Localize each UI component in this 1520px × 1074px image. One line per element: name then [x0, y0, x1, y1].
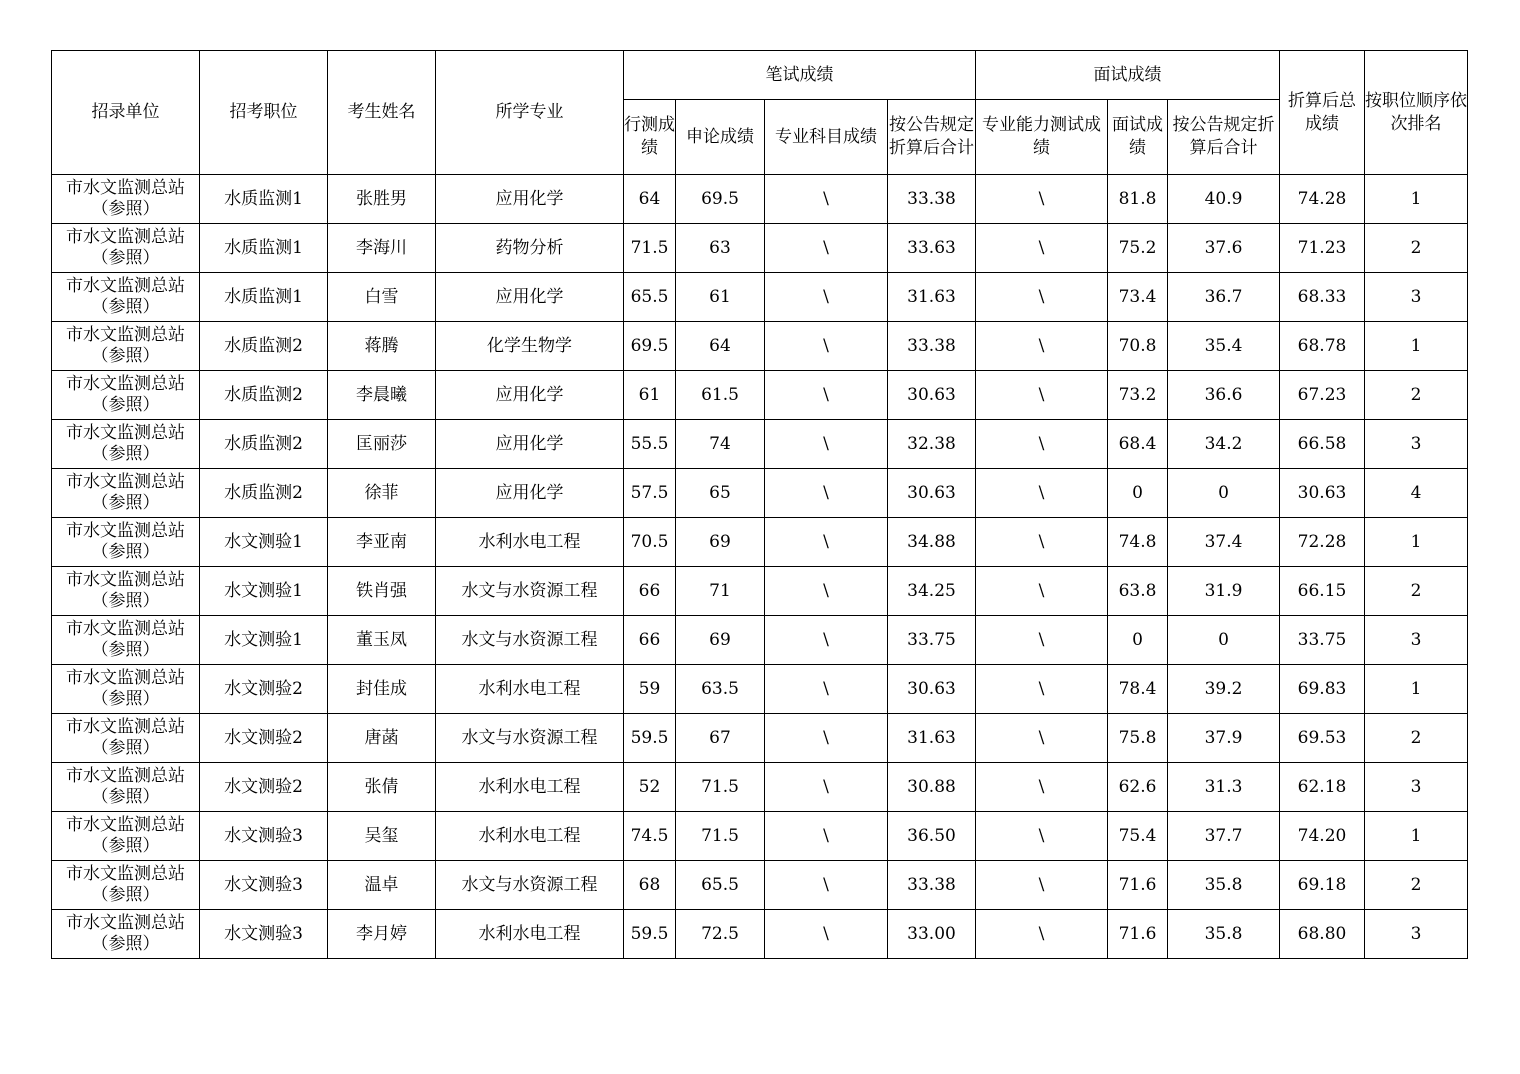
- header-interview-group: 面试成绩: [976, 51, 1280, 100]
- cell-unit: [52, 665, 200, 714]
- cell-interview-converted: 37.7: [1168, 812, 1280, 861]
- cell-shenlun: 69: [676, 518, 765, 567]
- cell-xingce: 55.5: [624, 420, 676, 469]
- cell-name: 唐菡: [328, 714, 436, 763]
- cell-interview: 63.8: [1108, 567, 1168, 616]
- cell-professional: \: [765, 273, 888, 322]
- cell-xingce: 57.5: [624, 469, 676, 518]
- header-position: 招考职位: [200, 51, 328, 175]
- cell-shenlun: 71: [676, 567, 765, 616]
- cell-written-converted: 30.63: [888, 469, 976, 518]
- cell-xingce: 59.5: [624, 910, 676, 959]
- cell-interview: 71.6: [1108, 861, 1168, 910]
- cell-written-converted: 34.88: [888, 518, 976, 567]
- unit-name: 市水文监测总站: [66, 472, 185, 492]
- cell-interview: 75.4: [1108, 812, 1168, 861]
- table-row: [52, 518, 1468, 567]
- cell-major: 水文与水资源工程: [436, 567, 624, 616]
- cell-written-converted: 31.63: [888, 273, 976, 322]
- unit-note: （参照）: [91, 689, 160, 709]
- cell-written-converted: 32.38: [888, 420, 976, 469]
- unit-name: 市水文监测总站: [66, 668, 185, 688]
- cell-major: 应用化学: [436, 273, 624, 322]
- cell-interview: 78.4: [1108, 665, 1168, 714]
- cell-xingce: 65.5: [624, 273, 676, 322]
- cell-major: 水利水电工程: [436, 665, 624, 714]
- cell-ability: \: [976, 518, 1108, 567]
- cell-major: 水利水电工程: [436, 518, 624, 567]
- table-row: [52, 420, 1468, 469]
- cell-rank: 2: [1365, 567, 1468, 616]
- unit-name: 市水文监测总站: [66, 570, 185, 590]
- cell-total: 68.78: [1280, 322, 1365, 371]
- table-header: [52, 51, 1468, 175]
- cell-interview: 81.8: [1108, 175, 1168, 224]
- cell-position: 水文测验2: [200, 665, 328, 714]
- cell-written-converted: 33.38: [888, 175, 976, 224]
- cell-interview-converted: 31.3: [1168, 763, 1280, 812]
- cell-professional: \: [765, 567, 888, 616]
- cell-name: 温卓: [328, 861, 436, 910]
- cell-interview: 68.4: [1108, 420, 1168, 469]
- unit-note: （参照）: [91, 787, 160, 807]
- cell-unit: [52, 175, 200, 224]
- cell-total: 69.18: [1280, 861, 1365, 910]
- cell-major: 水文与水资源工程: [436, 616, 624, 665]
- cell-written-converted: 34.25: [888, 567, 976, 616]
- table-row: [52, 567, 1468, 616]
- cell-professional: \: [765, 763, 888, 812]
- cell-total: 74.20: [1280, 812, 1365, 861]
- cell-position: 水文测验1: [200, 616, 328, 665]
- cell-written-converted: 33.00: [888, 910, 976, 959]
- cell-interview: 62.6: [1108, 763, 1168, 812]
- header-ability-test: 专业能力测试成绩: [976, 100, 1108, 175]
- cell-interview-converted: 39.2: [1168, 665, 1280, 714]
- cell-professional: \: [765, 616, 888, 665]
- cell-name: 匡丽莎: [328, 420, 436, 469]
- cell-professional: \: [765, 420, 888, 469]
- cell-name: 李晨曦: [328, 371, 436, 420]
- cell-shenlun: 61.5: [676, 371, 765, 420]
- cell-written-converted: 31.63: [888, 714, 976, 763]
- table-body: [52, 175, 1468, 959]
- cell-shenlun: 69.5: [676, 175, 765, 224]
- table-row: [52, 175, 1468, 224]
- header-name: 考生姓名: [328, 51, 436, 175]
- cell-major: 水利水电工程: [436, 910, 624, 959]
- cell-interview-converted: 35.4: [1168, 322, 1280, 371]
- cell-xingce: 52: [624, 763, 676, 812]
- cell-ability: \: [976, 224, 1108, 273]
- cell-unit: [52, 518, 200, 567]
- cell-rank: 3: [1365, 910, 1468, 959]
- cell-interview-converted: 0: [1168, 469, 1280, 518]
- unit-note: （参照）: [91, 836, 160, 856]
- unit-note: （参照）: [91, 738, 160, 758]
- unit-name: 市水文监测总站: [66, 276, 185, 296]
- cell-shenlun: 74: [676, 420, 765, 469]
- cell-shenlun: 72.5: [676, 910, 765, 959]
- cell-shenlun: 71.5: [676, 812, 765, 861]
- cell-total: 68.80: [1280, 910, 1365, 959]
- unit-name: 市水文监测总站: [66, 521, 185, 541]
- cell-major: 应用化学: [436, 371, 624, 420]
- table-row: [52, 322, 1468, 371]
- cell-name: 李亚南: [328, 518, 436, 567]
- cell-shenlun: 69: [676, 616, 765, 665]
- cell-unit: [52, 763, 200, 812]
- cell-interview: 73.2: [1108, 371, 1168, 420]
- cell-xingce: 68: [624, 861, 676, 910]
- cell-written-converted: 36.50: [888, 812, 976, 861]
- header-professional: 专业科目成绩: [765, 100, 888, 175]
- cell-interview-converted: 36.6: [1168, 371, 1280, 420]
- unit-note: （参照）: [91, 493, 160, 513]
- cell-ability: \: [976, 175, 1108, 224]
- cell-major: 水文与水资源工程: [436, 714, 624, 763]
- cell-xingce: 59.5: [624, 714, 676, 763]
- unit-name: 市水文监测总站: [66, 374, 185, 394]
- cell-total: 69.83: [1280, 665, 1365, 714]
- cell-unit: [52, 812, 200, 861]
- cell-ability: \: [976, 567, 1108, 616]
- cell-position: 水文测验2: [200, 714, 328, 763]
- cell-interview-converted: 34.2: [1168, 420, 1280, 469]
- cell-unit: [52, 616, 200, 665]
- cell-total: 67.23: [1280, 371, 1365, 420]
- unit-name: 市水文监测总站: [66, 178, 185, 198]
- cell-shenlun: 65.5: [676, 861, 765, 910]
- cell-professional: \: [765, 910, 888, 959]
- header-major: 所学专业: [436, 51, 624, 175]
- cell-professional: \: [765, 371, 888, 420]
- cell-ability: \: [976, 861, 1108, 910]
- cell-major: 化学生物学: [436, 322, 624, 371]
- table-row: [52, 763, 1468, 812]
- cell-interview: 0: [1108, 469, 1168, 518]
- cell-position: 水文测验1: [200, 567, 328, 616]
- cell-ability: \: [976, 812, 1108, 861]
- cell-total: 71.23: [1280, 224, 1365, 273]
- table-row: [52, 812, 1468, 861]
- cell-name: 铁肖强: [328, 567, 436, 616]
- unit-note: （参照）: [91, 542, 160, 562]
- cell-shenlun: 63: [676, 224, 765, 273]
- table-row: [52, 910, 1468, 959]
- cell-name: 封佳成: [328, 665, 436, 714]
- cell-rank: 2: [1365, 224, 1468, 273]
- cell-interview: 75.8: [1108, 714, 1168, 763]
- cell-shenlun: 71.5: [676, 763, 765, 812]
- cell-shenlun: 64: [676, 322, 765, 371]
- cell-name: 董玉凤: [328, 616, 436, 665]
- cell-total: 33.75: [1280, 616, 1365, 665]
- cell-xingce: 71.5: [624, 224, 676, 273]
- cell-total: 68.33: [1280, 273, 1365, 322]
- table-row: [52, 224, 1468, 273]
- cell-major: 应用化学: [436, 420, 624, 469]
- cell-professional: \: [765, 469, 888, 518]
- table-row: [52, 665, 1468, 714]
- cell-position: 水文测验1: [200, 518, 328, 567]
- cell-name: 徐菲: [328, 469, 436, 518]
- header-rank: 按职位顺序依次排名: [1365, 51, 1468, 175]
- cell-rank: 4: [1365, 469, 1468, 518]
- table-row: [52, 714, 1468, 763]
- cell-unit: [52, 567, 200, 616]
- cell-interview: 74.8: [1108, 518, 1168, 567]
- cell-position: 水质监测1: [200, 273, 328, 322]
- cell-ability: \: [976, 616, 1108, 665]
- cell-position: 水文测验3: [200, 812, 328, 861]
- cell-written-converted: 33.75: [888, 616, 976, 665]
- cell-professional: \: [765, 224, 888, 273]
- cell-xingce: 61: [624, 371, 676, 420]
- table-row: [52, 273, 1468, 322]
- cell-rank: 3: [1365, 420, 1468, 469]
- cell-interview-converted: 40.9: [1168, 175, 1280, 224]
- cell-interview-converted: 36.7: [1168, 273, 1280, 322]
- unit-name: 市水文监测总站: [66, 717, 185, 737]
- cell-position: 水文测验3: [200, 910, 328, 959]
- cell-rank: 2: [1365, 371, 1468, 420]
- cell-rank: 3: [1365, 616, 1468, 665]
- header-written-group: 笔试成绩: [624, 51, 976, 100]
- table-row: [52, 861, 1468, 910]
- cell-total: 66.15: [1280, 567, 1365, 616]
- cell-total: 69.53: [1280, 714, 1365, 763]
- cell-professional: \: [765, 175, 888, 224]
- cell-name: 李海川: [328, 224, 436, 273]
- cell-xingce: 66: [624, 616, 676, 665]
- cell-shenlun: 65: [676, 469, 765, 518]
- cell-interview: 0: [1108, 616, 1168, 665]
- cell-position: 水质监测2: [200, 371, 328, 420]
- cell-major: 水利水电工程: [436, 812, 624, 861]
- cell-rank: 1: [1365, 322, 1468, 371]
- cell-major: 水文与水资源工程: [436, 861, 624, 910]
- cell-unit: [52, 910, 200, 959]
- cell-xingce: 66: [624, 567, 676, 616]
- cell-written-converted: 33.38: [888, 322, 976, 371]
- unit-note: （参照）: [91, 297, 160, 317]
- unit-note: （参照）: [91, 346, 160, 366]
- cell-major: 水利水电工程: [436, 763, 624, 812]
- cell-professional: \: [765, 714, 888, 763]
- cell-name: 白雪: [328, 273, 436, 322]
- cell-interview-converted: 37.9: [1168, 714, 1280, 763]
- cell-ability: \: [976, 273, 1108, 322]
- cell-major: 药物分析: [436, 224, 624, 273]
- cell-professional: \: [765, 518, 888, 567]
- cell-ability: \: [976, 763, 1108, 812]
- unit-name: 市水文监测总站: [66, 766, 185, 786]
- cell-interview: 73.4: [1108, 273, 1168, 322]
- cell-unit: [52, 371, 200, 420]
- cell-unit: [52, 273, 200, 322]
- cell-name: 李月婷: [328, 910, 436, 959]
- cell-xingce: 59: [624, 665, 676, 714]
- cell-written-converted: 30.63: [888, 371, 976, 420]
- cell-xingce: 70.5: [624, 518, 676, 567]
- unit-note: （参照）: [91, 591, 160, 611]
- cell-total: 74.28: [1280, 175, 1365, 224]
- cell-shenlun: 67: [676, 714, 765, 763]
- cell-position: 水质监测1: [200, 224, 328, 273]
- unit-note: （参照）: [91, 934, 160, 954]
- unit-name: 市水文监测总站: [66, 864, 185, 884]
- unit-name: 市水文监测总站: [66, 815, 185, 835]
- cell-name: 蒋腾: [328, 322, 436, 371]
- cell-unit: [52, 469, 200, 518]
- cell-shenlun: 61: [676, 273, 765, 322]
- cell-ability: \: [976, 714, 1108, 763]
- header-interview: 面试成绩: [1108, 100, 1168, 175]
- cell-interview-converted: 37.4: [1168, 518, 1280, 567]
- cell-professional: \: [765, 665, 888, 714]
- cell-ability: \: [976, 322, 1108, 371]
- cell-name: 张倩: [328, 763, 436, 812]
- score-table: [51, 50, 1468, 959]
- cell-interview-converted: 31.9: [1168, 567, 1280, 616]
- cell-position: 水质监测2: [200, 469, 328, 518]
- cell-interview-converted: 35.8: [1168, 910, 1280, 959]
- cell-unit: [52, 322, 200, 371]
- cell-major: 应用化学: [436, 469, 624, 518]
- cell-written-converted: 33.38: [888, 861, 976, 910]
- cell-total: 62.18: [1280, 763, 1365, 812]
- cell-total: 66.58: [1280, 420, 1365, 469]
- cell-professional: \: [765, 812, 888, 861]
- cell-interview: 71.6: [1108, 910, 1168, 959]
- cell-interview: 70.8: [1108, 322, 1168, 371]
- header-written-converted: 按公告规定折算后合计: [888, 100, 976, 175]
- cell-rank: 3: [1365, 273, 1468, 322]
- cell-name: 吴玺: [328, 812, 436, 861]
- cell-position: 水质监测2: [200, 420, 328, 469]
- cell-rank: 1: [1365, 665, 1468, 714]
- cell-xingce: 69.5: [624, 322, 676, 371]
- header-interview-converted: 按公告规定折算后合计: [1168, 100, 1280, 175]
- cell-ability: \: [976, 910, 1108, 959]
- cell-position: 水质监测1: [200, 175, 328, 224]
- cell-rank: 3: [1365, 763, 1468, 812]
- unit-note: （参照）: [91, 248, 160, 268]
- cell-rank: 1: [1365, 175, 1468, 224]
- cell-position: 水文测验2: [200, 763, 328, 812]
- unit-note: （参照）: [91, 199, 160, 219]
- cell-interview-converted: 35.8: [1168, 861, 1280, 910]
- cell-total: 72.28: [1280, 518, 1365, 567]
- cell-rank: 2: [1365, 714, 1468, 763]
- cell-position: 水质监测2: [200, 322, 328, 371]
- cell-written-converted: 30.63: [888, 665, 976, 714]
- cell-interview-converted: 37.6: [1168, 224, 1280, 273]
- unit-name: 市水文监测总站: [66, 227, 185, 247]
- cell-unit: [52, 861, 200, 910]
- unit-note: （参照）: [91, 885, 160, 905]
- cell-unit: [52, 224, 200, 273]
- cell-ability: \: [976, 469, 1108, 518]
- unit-name: 市水文监测总站: [66, 423, 185, 443]
- cell-ability: \: [976, 420, 1108, 469]
- cell-total: 30.63: [1280, 469, 1365, 518]
- cell-professional: \: [765, 861, 888, 910]
- header-unit: 招录单位: [52, 51, 200, 175]
- cell-major: 应用化学: [436, 175, 624, 224]
- cell-professional: \: [765, 322, 888, 371]
- cell-rank: 2: [1365, 861, 1468, 910]
- cell-rank: 1: [1365, 812, 1468, 861]
- cell-xingce: 64: [624, 175, 676, 224]
- unit-note: （参照）: [91, 395, 160, 415]
- unit-name: 市水文监测总站: [66, 913, 185, 933]
- cell-written-converted: 33.63: [888, 224, 976, 273]
- header-xingce: 行测成绩: [624, 100, 676, 175]
- cell-written-converted: 30.88: [888, 763, 976, 812]
- unit-name: 市水文监测总站: [66, 325, 185, 345]
- cell-interview-converted: 0: [1168, 616, 1280, 665]
- unit-note: （参照）: [91, 640, 160, 660]
- header-shenlun: 申论成绩: [676, 100, 765, 175]
- cell-shenlun: 63.5: [676, 665, 765, 714]
- cell-position: 水文测验3: [200, 861, 328, 910]
- cell-rank: 1: [1365, 518, 1468, 567]
- cell-xingce: 74.5: [624, 812, 676, 861]
- cell-ability: \: [976, 665, 1108, 714]
- cell-unit: [52, 714, 200, 763]
- unit-name: 市水文监测总站: [66, 619, 185, 639]
- cell-unit: [52, 420, 200, 469]
- table-row: [52, 371, 1468, 420]
- table-row: [52, 469, 1468, 518]
- table-row: [52, 616, 1468, 665]
- unit-note: （参照）: [91, 444, 160, 464]
- cell-interview: 75.2: [1108, 224, 1168, 273]
- cell-name: 张胜男: [328, 175, 436, 224]
- header-total: 折算后总成绩: [1280, 51, 1365, 175]
- cell-ability: \: [976, 371, 1108, 420]
